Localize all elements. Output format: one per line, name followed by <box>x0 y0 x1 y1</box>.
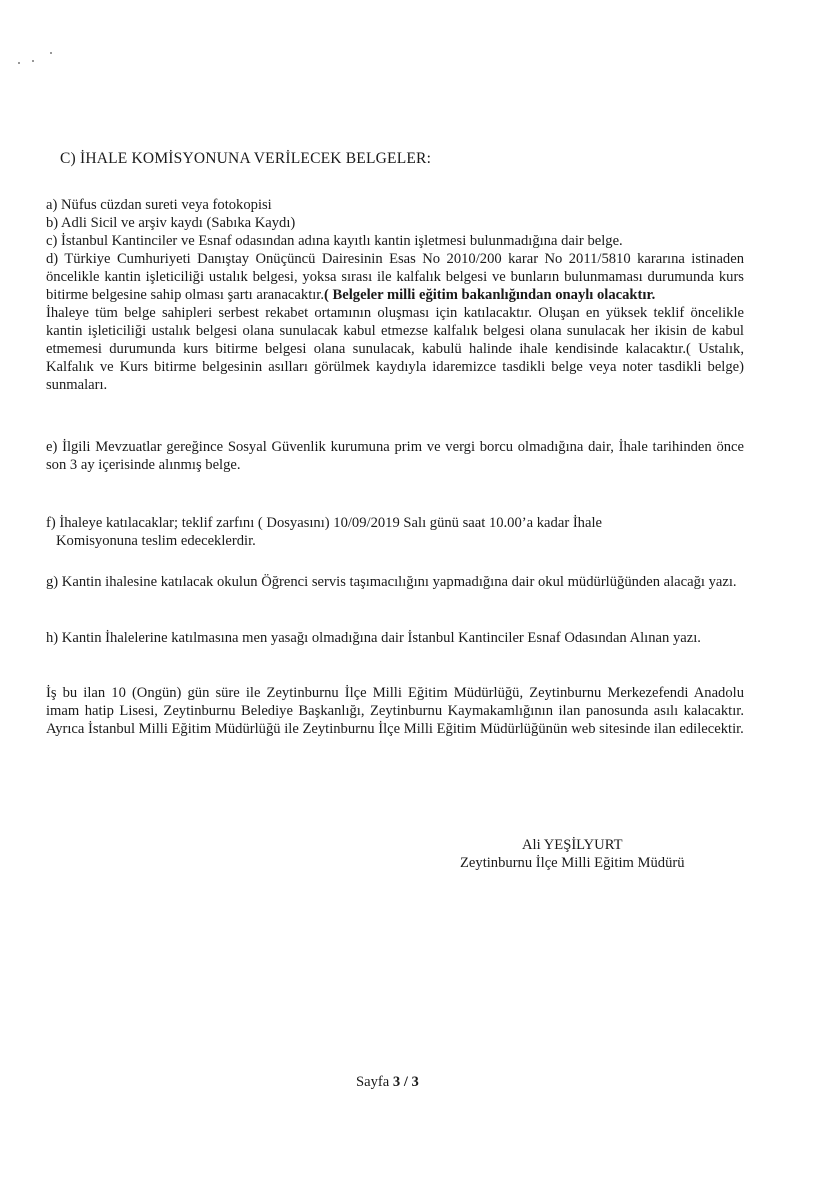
scan-specks <box>18 52 58 72</box>
speck <box>18 62 20 64</box>
item-f <box>46 514 744 550</box>
item-e: e) İlgili Mevzuatlar gereğince Sosyal Güvenlik kurumuna prim ve vergi borcu olmadığına dair, İhale tarihinden önce son 3 ay içerisinde alınmış belge. <box>46 439 744 473</box>
item-d-text: d) Türkiye Cumhuriyeti Danıştay Onüçüncü Dairesinin Esas No 2010/200 karar No 2011/5810 kararına istinaden öncelikle kantin işleticiliği ustalık belgesi, yoksa sırası ile kalfalık belgesi ve bunların bulunmaması durumunda kurs bitirme belgesine sahip olması şartı aranacaktır. <box>46 251 744 303</box>
item-c: c) İstanbul Kantinciler ve Esnaf odasından adına kayıtlı kantin işletmesi bulunmadığına dair belge. <box>46 233 623 249</box>
item-d-bold: ( Belgeler milli eğitim bakanlığından onaylı olacaktır. <box>324 287 656 303</box>
item-a: a) Nüfus cüzdan sureti veya fotokopisi <box>46 197 272 213</box>
section-heading: C) İHALE KOMİSYONUNA VERİLECEK BELGELER: <box>60 150 432 167</box>
item-d <box>46 250 744 304</box>
page-number: 3 / 3 <box>392 1074 419 1090</box>
item-f-line-2: Komisyonuna teslim edeceklerdir. <box>56 533 256 549</box>
page-label: Sayfa <box>356 1074 390 1090</box>
item-d-paragraph-2: İhaleye tüm belge sahipleri serbest rekabet ortamının oluşması için katılacaktır. Oluşan en yüksek teklif öncelikle kantin işleticiliği ustalık belgesi olana sunulacak kabul etmezse kalfalık belgesi olana sunulacak her ikisin de kabul etmemesi durumunda kurs bitirme belgesi olana sunulacak, kabulü halinde ihale kendisinde kalacaktır.( Ustalık, Kalfalık ve Kurs bitirme belgesinin asılları görülmek kaydıyla idaremizce tasdikli belge veya noter tasdikli belge) sunmaları. <box>46 305 744 393</box>
page-footer <box>356 1074 419 1091</box>
item-b: b) Adli Sicil ve arşiv kaydı (Sabıka Kaydı) <box>46 215 296 231</box>
item-h: h) Kantin İhalelerine katılmasına men yasağı olmadığına dair İstanbul Kantinciler Esnaf Odasından Alınan yazı. <box>46 630 701 646</box>
items-a-d <box>46 196 744 394</box>
item-f-line-1: f) İhaleye katılacaklar; teklif zarfını ( Dosyasını) 10/09/2019 Salı günü saat 10.00’a kadar İhale <box>46 515 602 531</box>
speck <box>50 52 52 54</box>
item-g: g) Kantin ihalesine katılacak okulun Öğrenci servis taşımacılığını yapmadığına dair okul müdürlüğünden alacağı yazı. <box>46 574 737 590</box>
signature-title: Zeytinburnu İlçe Milli Eğitim Müdürü <box>460 855 685 871</box>
signature-name: Ali YEŞİLYURT <box>522 837 623 853</box>
speck <box>32 60 34 62</box>
announcement: İş bu ilan 10 (Ongün) gün süre ile Zeytinburnu İlçe Milli Eğitim Müdürlüğü, Zeytinburnu Merkezefendi Anadolu imam hatip Lisesi, Zeytinburnu Belediye Başkanlığı, Zeytinburnu Kaymakamlığının ilan panosunda asılı kalacaktır. Ayrıca İstanbul Milli Eğitim Müdürlüğü ile Zeytinburnu İlçe Milli Eğitim Müdürlüğünün web sitesinde ilan edilecektir. <box>46 685 744 737</box>
